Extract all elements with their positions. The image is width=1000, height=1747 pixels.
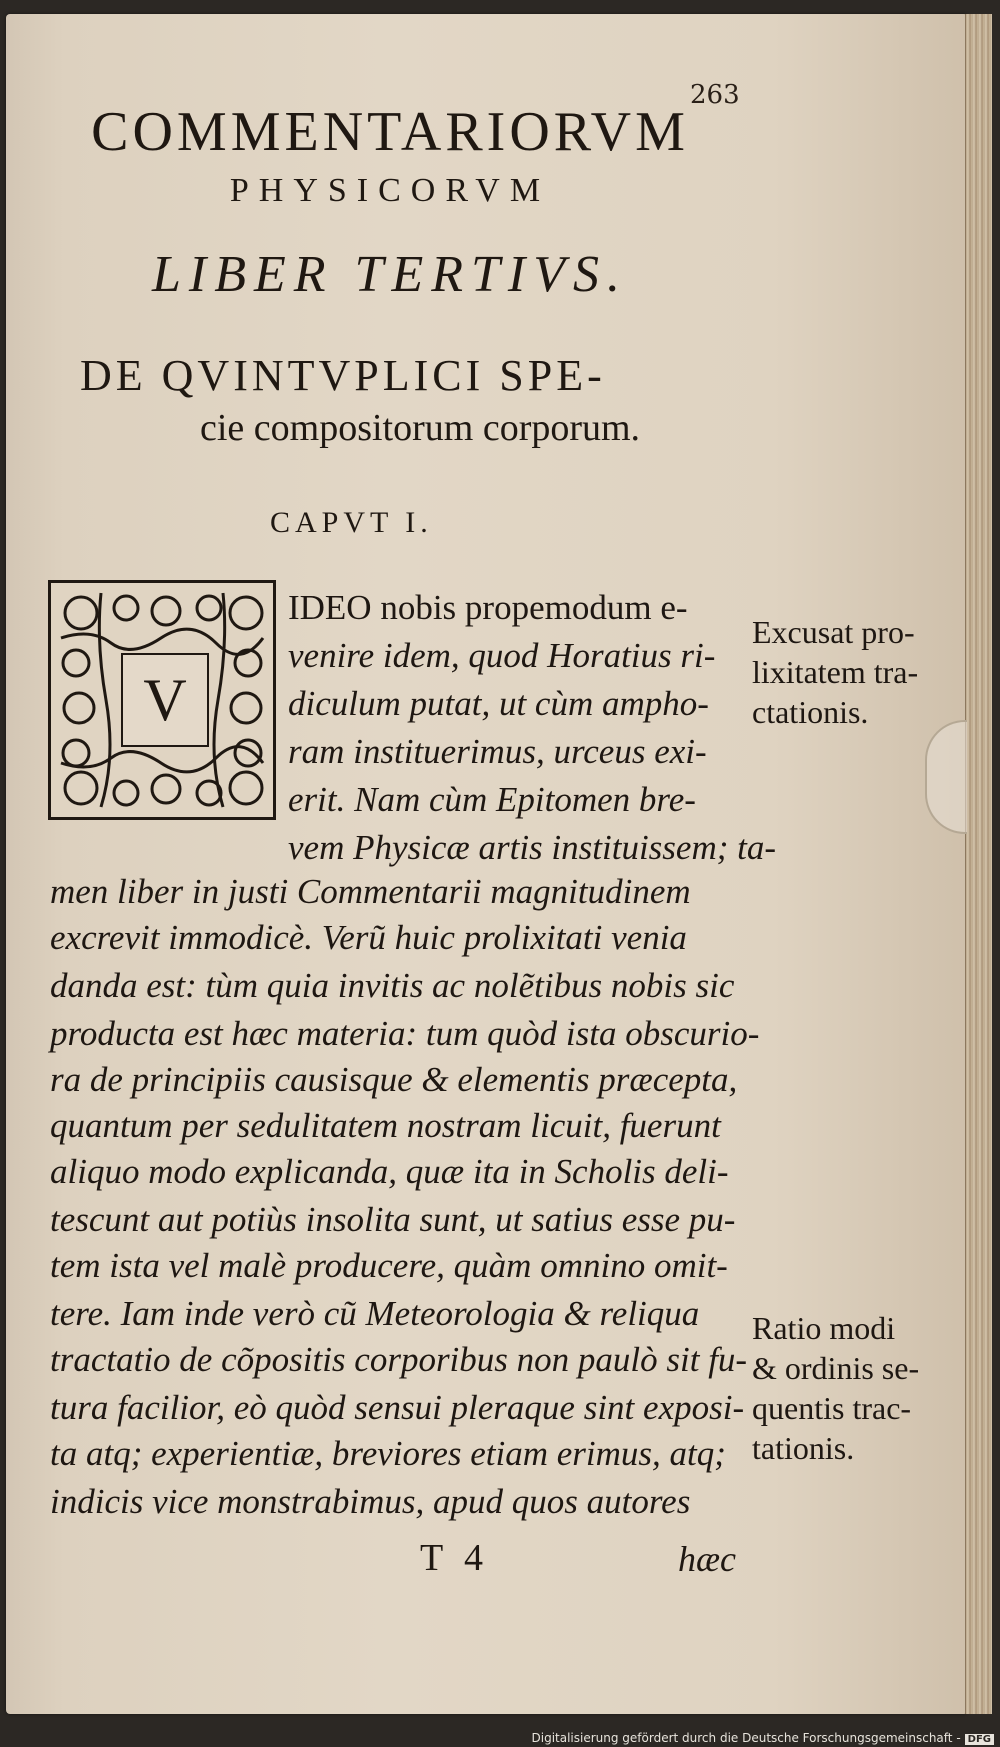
body-line: quantum per sedulitatem nostram licuit, fuerunt xyxy=(50,1106,721,1145)
body-line: erit. Nam cùm Epitomen bre- xyxy=(288,780,696,819)
body-line: tura facilior, eò quòd sensui pleraque sint exposi- xyxy=(50,1388,745,1427)
body-line: aliquo modo explicanda, quæ ita in Scholis deli- xyxy=(50,1152,729,1191)
dfg-logo: DFG xyxy=(965,1734,994,1745)
marginal-note-line: lixitatem tra- xyxy=(752,654,919,690)
section-heading-2: cie compositorum corporum. xyxy=(200,407,641,449)
page-tab xyxy=(925,720,967,834)
book-heading: LIBER TERTIVS. xyxy=(152,246,628,303)
marginal-note-line: ctationis. xyxy=(752,694,869,730)
body-line: ta atq; experientiæ, breviores etiam erimus, atq; xyxy=(50,1434,726,1473)
page-number: 263 xyxy=(690,80,740,110)
marginal-note-line: & ordinis se- xyxy=(752,1350,920,1386)
catchword: hæc xyxy=(678,1539,736,1579)
marginal-note-line: Excusat pro- xyxy=(752,614,915,650)
body-line: vem Physicæ artis instituissem; ta- xyxy=(288,828,777,867)
marginal-note-line: tationis. xyxy=(752,1430,855,1466)
body-line: tescunt aut potiùs insolita sunt, ut satius esse pu- xyxy=(50,1200,736,1239)
marginal-note-line: Ratio modi xyxy=(752,1310,896,1346)
credit-text: Digitalisierung gefördert durch die Deutsche Forschungsgemeinschaft - xyxy=(531,1731,961,1745)
page-edges xyxy=(965,14,992,1714)
body-line: excrevit immodicè. Verũ huic prolixitati venia xyxy=(50,918,687,957)
body-line: tere. Iam inde verò cũ Meteorologia & reliqua xyxy=(50,1294,700,1333)
body-line: tractatio de cõpositis corporibus non paulò sit fu- xyxy=(50,1340,748,1379)
marginal-note xyxy=(752,1308,919,1468)
section-heading-1: DE QVINTVPLICI SPE- xyxy=(80,351,606,400)
decorated-initial xyxy=(48,580,276,820)
signature-mark: T 4 xyxy=(420,1537,490,1579)
body-line: tem ista vel malè producere, quàm omnino omit- xyxy=(50,1246,728,1285)
title-line-1: COMMENTARIORVM xyxy=(91,101,689,163)
body-line: ra de principiis causisque & elementis præcepta, xyxy=(50,1060,738,1099)
marginal-note-line: quentis trac- xyxy=(752,1390,912,1426)
marginal-note xyxy=(752,612,918,732)
body-line: producta est hæc materia: tum quòd ista obscurio- xyxy=(50,1014,760,1053)
body-line: venire idem, quod Horatius ri- xyxy=(288,636,716,675)
initial-letter: V xyxy=(121,653,209,747)
body-line: diculum putat, ut cùm ampho- xyxy=(288,684,709,723)
body-line: IDEO nobis propemodum e- xyxy=(288,588,688,627)
body-line: indicis vice monstrabimus, apud quos autores xyxy=(50,1482,691,1521)
body-line: danda est: tùm quia invitis ac nolẽtibus nobis sic xyxy=(50,966,735,1005)
chapter-heading: CAPVT I. xyxy=(270,506,433,539)
title-line-2: PHYSICORVM xyxy=(229,172,551,209)
digitization-credit xyxy=(532,1731,995,1745)
body-line: ram instituerimus, urceus exi- xyxy=(288,732,707,771)
body-line: men liber in justi Commentarii magnitudinem xyxy=(50,872,691,911)
